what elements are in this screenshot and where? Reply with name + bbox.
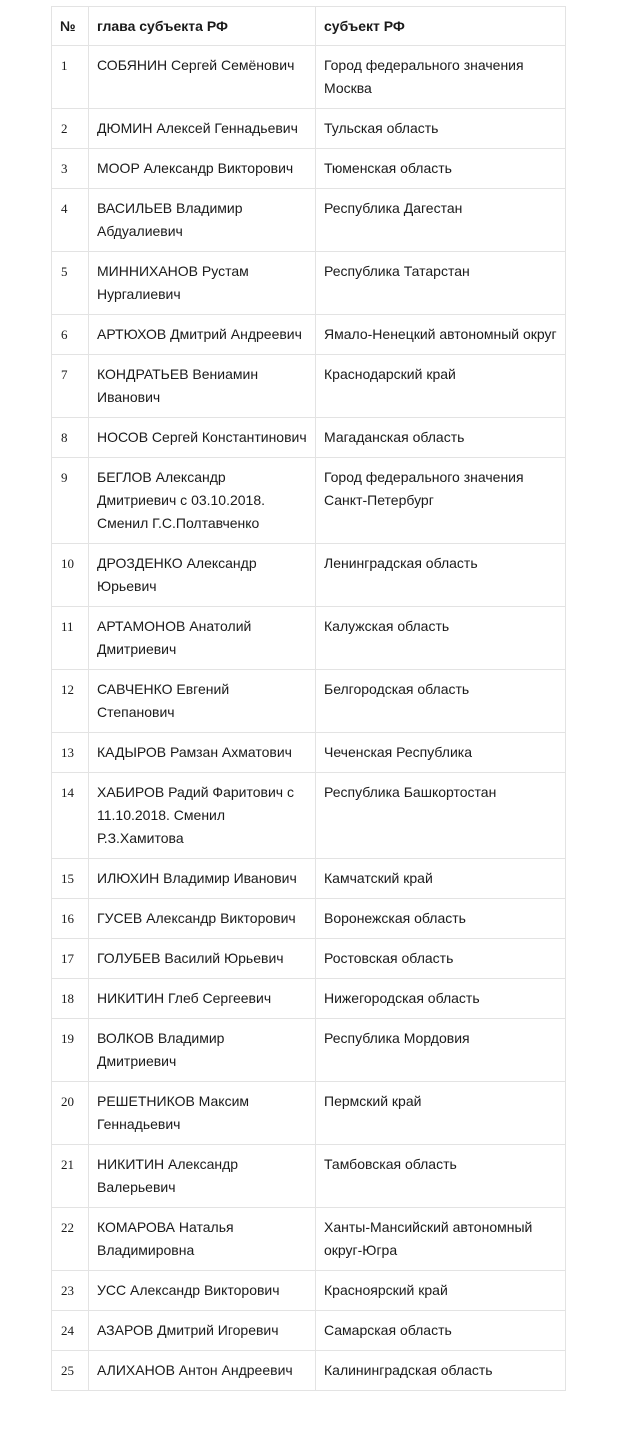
row-head-name: ДЮМИН Алексей Геннадьевич bbox=[89, 109, 316, 149]
row-head-name: КОМАРОВА Наталья Владимировна bbox=[89, 1208, 316, 1271]
row-region-name: Тульская область bbox=[316, 109, 566, 149]
row-region-name: Тюменская область bbox=[316, 149, 566, 189]
row-region-name: Камчатский край bbox=[316, 859, 566, 899]
table-row bbox=[52, 1208, 566, 1271]
row-head-name: САВЧЕНКО Евгений Степанович bbox=[89, 670, 316, 733]
row-number: 24 bbox=[52, 1311, 89, 1351]
row-number: 12 bbox=[52, 670, 89, 733]
table-row bbox=[52, 899, 566, 939]
row-number: 15 bbox=[52, 859, 89, 899]
row-head-name: НИКИТИН Глеб Сергеевич bbox=[89, 979, 316, 1019]
row-region-name: Воронежская область bbox=[316, 899, 566, 939]
row-number: 14 bbox=[52, 773, 89, 859]
header-head: глава субъекта РФ bbox=[89, 7, 316, 46]
row-region-name: Нижегородская область bbox=[316, 979, 566, 1019]
table-row bbox=[52, 149, 566, 189]
row-number: 13 bbox=[52, 733, 89, 773]
row-number: 19 bbox=[52, 1019, 89, 1082]
row-region-name: Республика Татарстан bbox=[316, 252, 566, 315]
row-head-name: СОБЯНИН Сергей Семёнович bbox=[89, 46, 316, 109]
table-row bbox=[52, 109, 566, 149]
row-head-name: ГУСЕВ Александр Викторович bbox=[89, 899, 316, 939]
row-head-name: БЕГЛОВ Александр Дмитриевич с 03.10.2018. Сменил Г.С.Полтавченко bbox=[89, 458, 316, 544]
row-head-name: УСС Александр Викторович bbox=[89, 1271, 316, 1311]
table-body bbox=[52, 46, 566, 1391]
row-head-name: АЗАРОВ Дмитрий Игоревич bbox=[89, 1311, 316, 1351]
table-row bbox=[52, 1145, 566, 1208]
governors-table-container bbox=[51, 6, 565, 1391]
table-row bbox=[52, 1019, 566, 1082]
row-region-name: Красноярский край bbox=[316, 1271, 566, 1311]
row-number: 22 bbox=[52, 1208, 89, 1271]
row-head-name: АЛИХАНОВ Антон Андреевич bbox=[89, 1351, 316, 1391]
row-head-name: ИЛЮХИН Владимир Иванович bbox=[89, 859, 316, 899]
row-number: 10 bbox=[52, 544, 89, 607]
row-number: 17 bbox=[52, 939, 89, 979]
row-region-name: Калининградская область bbox=[316, 1351, 566, 1391]
row-region-name: Ростовская область bbox=[316, 939, 566, 979]
row-number: 18 bbox=[52, 979, 89, 1019]
row-number: 20 bbox=[52, 1082, 89, 1145]
table-row bbox=[52, 733, 566, 773]
row-region-name: Республика Мордовия bbox=[316, 1019, 566, 1082]
row-head-name: РЕШЕТНИКОВ Максим Геннадьевич bbox=[89, 1082, 316, 1145]
table-row bbox=[52, 859, 566, 899]
table-row bbox=[52, 773, 566, 859]
row-head-name: ДРОЗДЕНКО Александр Юрьевич bbox=[89, 544, 316, 607]
table-row bbox=[52, 1271, 566, 1311]
row-number: 2 bbox=[52, 109, 89, 149]
row-region-name: Самарская область bbox=[316, 1311, 566, 1351]
governors-table bbox=[51, 6, 566, 1391]
table-row bbox=[52, 189, 566, 252]
table-row bbox=[52, 46, 566, 109]
row-region-name: Магаданская область bbox=[316, 418, 566, 458]
table-row bbox=[52, 1082, 566, 1145]
header-number: № bbox=[52, 7, 89, 46]
table-row bbox=[52, 939, 566, 979]
row-number: 9 bbox=[52, 458, 89, 544]
row-number: 5 bbox=[52, 252, 89, 315]
row-head-name: НОСОВ Сергей Константинович bbox=[89, 418, 316, 458]
table-row bbox=[52, 979, 566, 1019]
row-region-name: Белгородская область bbox=[316, 670, 566, 733]
row-region-name: Чеченская Республика bbox=[316, 733, 566, 773]
row-number: 4 bbox=[52, 189, 89, 252]
header-region: субъект РФ bbox=[316, 7, 566, 46]
row-region-name: Ямало-Ненецкий автономный округ bbox=[316, 315, 566, 355]
table-header-row bbox=[52, 7, 566, 46]
table-row bbox=[52, 607, 566, 670]
row-head-name: АРТАМОНОВ Анатолий Дмитриевич bbox=[89, 607, 316, 670]
table-row bbox=[52, 458, 566, 544]
table-row bbox=[52, 355, 566, 418]
table-row bbox=[52, 418, 566, 458]
row-number: 6 bbox=[52, 315, 89, 355]
table-row bbox=[52, 670, 566, 733]
row-head-name: ГОЛУБЕВ Василий Юрьевич bbox=[89, 939, 316, 979]
row-region-name: Калужская область bbox=[316, 607, 566, 670]
row-region-name: Ханты-Мансийский автономный округ-Югра bbox=[316, 1208, 566, 1271]
row-head-name: АРТЮХОВ Дмитрий Андреевич bbox=[89, 315, 316, 355]
row-head-name: МИННИХАНОВ Рустам Нургалиевич bbox=[89, 252, 316, 315]
row-region-name: Город федерального значения Москва bbox=[316, 46, 566, 109]
row-region-name: Пермский край bbox=[316, 1082, 566, 1145]
table-row bbox=[52, 544, 566, 607]
row-number: 3 bbox=[52, 149, 89, 189]
row-region-name: Республика Дагестан bbox=[316, 189, 566, 252]
row-region-name: Город федерального значения Санкт-Петербург bbox=[316, 458, 566, 544]
table-row bbox=[52, 315, 566, 355]
row-head-name: ВОЛКОВ Владимир Дмитриевич bbox=[89, 1019, 316, 1082]
row-head-name: ВАСИЛЬЕВ Владимир Абдуалиевич bbox=[89, 189, 316, 252]
row-head-name: ХАБИРОВ Радий Фаритович с 11.10.2018. Сменил Р.З.Хамитова bbox=[89, 773, 316, 859]
row-number: 8 bbox=[52, 418, 89, 458]
row-number: 16 bbox=[52, 899, 89, 939]
row-number: 7 bbox=[52, 355, 89, 418]
row-region-name: Ленинградская область bbox=[316, 544, 566, 607]
row-head-name: МООР Александр Викторович bbox=[89, 149, 316, 189]
table-row bbox=[52, 1351, 566, 1391]
row-number: 25 bbox=[52, 1351, 89, 1391]
row-region-name: Краснодарский край bbox=[316, 355, 566, 418]
row-head-name: КАДЫРОВ Рамзан Ахматович bbox=[89, 733, 316, 773]
row-number: 21 bbox=[52, 1145, 89, 1208]
row-number: 1 bbox=[52, 46, 89, 109]
row-region-name: Тамбовская область bbox=[316, 1145, 566, 1208]
row-number: 11 bbox=[52, 607, 89, 670]
row-number: 23 bbox=[52, 1271, 89, 1311]
row-region-name: Республика Башкортостан bbox=[316, 773, 566, 859]
table-row bbox=[52, 252, 566, 315]
row-head-name: НИКИТИН Александр Валерьевич bbox=[89, 1145, 316, 1208]
row-head-name: КОНДРАТЬЕВ Вениамин Иванович bbox=[89, 355, 316, 418]
table-row bbox=[52, 1311, 566, 1351]
